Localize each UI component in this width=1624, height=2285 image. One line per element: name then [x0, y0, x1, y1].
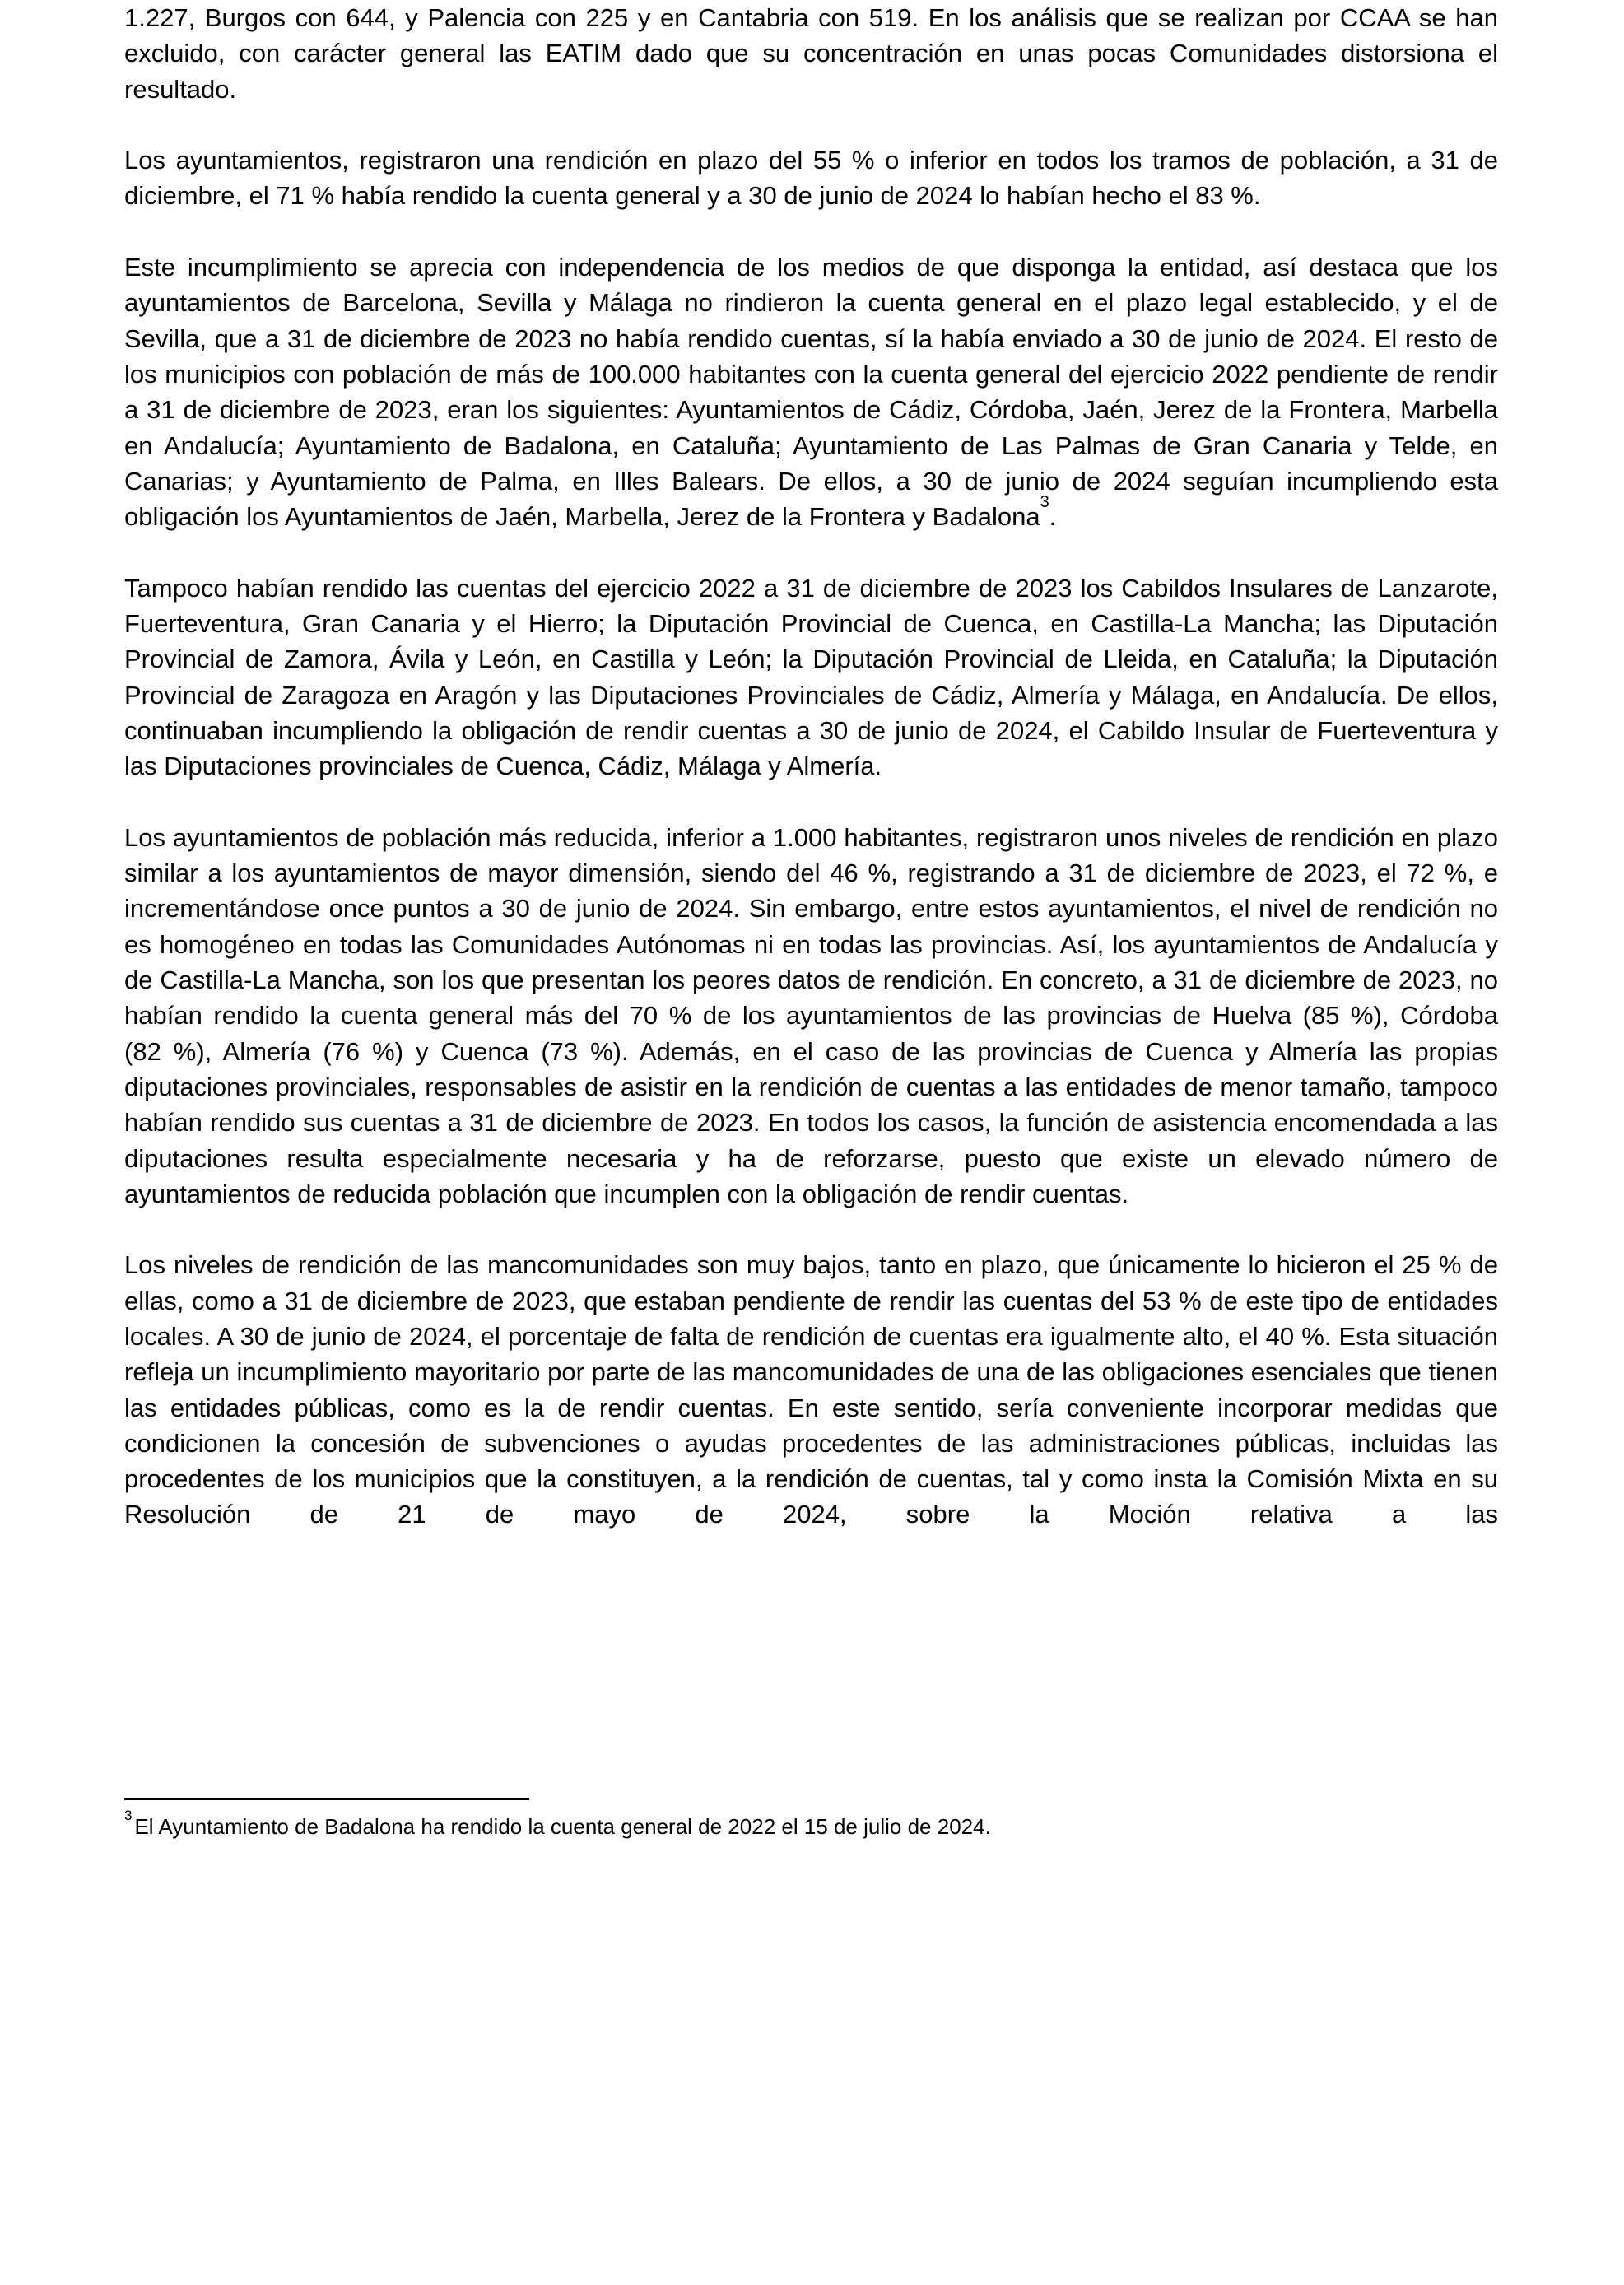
footnote-reference-3: 3 [1040, 492, 1049, 511]
footnote-area [124, 1798, 1498, 1840]
footnote-3 [124, 1808, 1498, 1840]
footnote-separator-rule [124, 1798, 529, 1800]
paragraph-2: Los ayuntamientos, registraron una rendición en plazo del 55 % o inferior en todos los tramos de población, a 31 de diciembre, el 71 % había rendido la cuenta general y a 30 de junio de 2024 lo habían hecho el 83 %. [124, 146, 1498, 211]
paragraph-4: Tampoco habían rendido las cuentas del ejercicio 2022 a 31 de diciembre de 2023 los Cabildos Insulares de Lanzarote, Fuerteventura, Gran Canaria y el Hierro; la Diputación Provincial de Cuenca, en Castilla-La Mancha; las Diputación Provincial de Zamora, Ávila y León, en Castilla y León; la Diputación Provincial de Lleida, en Cataluña; la Diputación Provincial de Zaragoza en Aragón y las Diputaciones Provinciales de Cádiz, Almería y Málaga, en Andalucía. De ellos, continuaban incumpliendo la obligación de rendir cuentas a 30 de junio de 2024, el Cabildo Insular de Fuerteventura y las Diputaciones provinciales de Cuenca, Cádiz, Málaga y Almería. [124, 573, 1498, 781]
paragraph-3-period: . [1049, 502, 1057, 532]
paragraph-5: Los ayuntamientos de población más reducida, inferior a 1.000 habitantes, registraron unos niveles de rendición en plazo similar a los ayuntamientos de mayor dimensión, siendo del 46 %, registrando a 31 de diciembre de 2023, el 72 %, e incrementándose once puntos a 30 de junio de 2024. Sin embargo, entre estos ayuntamientos, el nivel de rendición no es homogéneo en todas las Comunidades Autónomas ni en todas las provincias. Así, los ayuntamientos de Andalucía y de Castilla-La Mancha, son los que presentan los peores datos de rendición. En concreto, a 31 de diciembre de 2023, no habían rendido la cuenta general más del 70 % de los ayuntamientos de las provincias de Huelva (85 %), Córdoba (82 %), Almería (76 %) y Cuenca (73 %). Además, en el caso de las provincias de Cuenca y Almería las propias diputaciones provinciales, responsables de asistir en la rendición de cuentas a las entidades de menor tamaño, tampoco habían rendido sus cuentas a 31 de diciembre de 2023. En todos los casos, la función de asistencia encomendada a las diputaciones resulta especialmente necesaria y ha de reforzarse, puesto que existe un elevado número de ayuntamientos de reducida población que incumplen con la obligación de rendir cuentas. [124, 822, 1498, 1208]
paragraph-3 [124, 249, 1498, 534]
paragraph-6: Los niveles de rendición de las mancomunidades son muy bajos, tanto en plazo, que únicamente lo hicieron el 25 % de ellas, como a 31 de diciembre de 2023, que estaban pendiente de rendir las cuentas del 53 % de este tipo de entidades locales. A 30 de junio de 2024, el porcentaje de falta de rendición de cuentas era igualmente alto, el 40 %. Esta situación refleja un incumplimiento mayoritario por parte de las mancomunidades de una de las obligaciones esenciales que tienen las entidades públicas, como es la de rendir cuentas. En este sentido, sería conveniente incorporar medidas que condicionen la concesión de subvenciones o ayudas procedentes de las administraciones públicas, incluidas las procedentes de los municipios que la constituyen, a la rendición de cuentas, tal y como insta la Comisión Mixta en su Resolución de 21 de mayo de 2024, sobre la Moción relativa a las [124, 1250, 1498, 1529]
paragraph-1: 1.227, Burgos con 644, y Palencia con 225 y en Cantabria con 519. En los análisis que se realizan por CCAA se han excluido, con carácter general las EATIM dado que su concentración en unas pocas Comunidades distorsiona el resultado. [124, 3, 1498, 104]
paragraph-3-text: Este incumplimiento se aprecia con independencia de los medios de que disponga la entidad, así destaca que los ayuntamientos de Barcelona, Sevilla y Málaga no rindieron la cuenta general en el plazo legal establecido, y el de Sevilla, que a 31 de diciembre de 2023 no había rendido cuentas, sí la había enviado a 30 de junio de 2024. El resto de los municipios con población de más de 100.000 habitantes con la cuenta general del ejercicio 2022 pendiente de rendir a 31 de diciembre de 2023, eran los siguientes: Ayuntamientos de Cádiz, Córdoba, Jaén, Jerez de la Frontera, Marbella en Andalucía; Ayuntamiento de Badalona, en Cataluña; Ayuntamiento de Las Palmas de Gran Canaria y Telde, en Canarias; y Ayuntamiento de Palma, en Illes Balears. De ellos, a 30 de junio de 2024 seguían incumpliendo esta obligación los Ayuntamientos de Jaén, Marbella, Jerez de la Frontera y Badalona [124, 253, 1498, 532]
page-body-text [124, 0, 1498, 1568]
footnote-3-text: El Ayuntamiento de Badalona ha rendido la cuenta general de 2022 el 15 de julio de 2024. [134, 1814, 991, 1839]
footnote-3-marker: 3 [124, 1808, 133, 1824]
